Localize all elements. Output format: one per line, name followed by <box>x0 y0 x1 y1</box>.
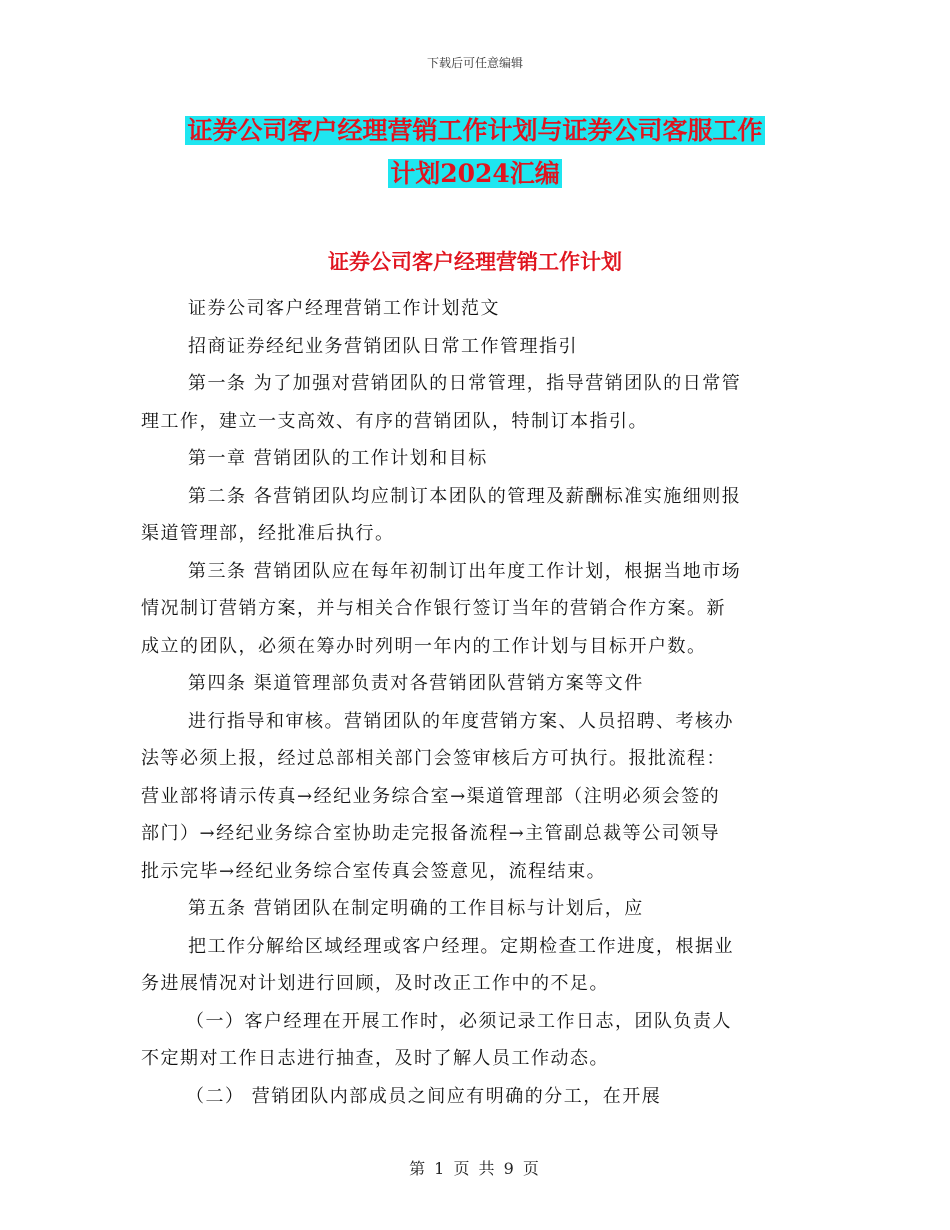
body-line: 招商证券经纪业务营销团队日常工作管理指引 <box>188 335 578 357</box>
section-title: 证券公司客户经理营销工作计划 <box>328 249 622 274</box>
body-line: 不定期对工作日志进行抽查，及时了解人员工作动态。 <box>141 1048 609 1069</box>
body-line: 把工作分解给区域经理或客户经理。定期检查工作进度，根据业 <box>188 935 734 957</box>
page-header-note: 下载后可任意编辑 <box>426 56 523 70</box>
body-line: 第一条 为了加强对营销团队的日常管理，指导营销团队的日常管 <box>188 373 742 394</box>
body-line: 第四条 渠道管理部负责对各营销团队营销方案等文件 <box>188 673 644 694</box>
body-line: 法等必须上报，经过总部相关部门会签审核后方可执行。报批流程： <box>141 748 726 769</box>
document-body <box>141 290 811 1115</box>
document-title-line-2-text: 计划2024汇编 <box>390 159 560 188</box>
body-line: 渠道管理部，经批准后执行。 <box>141 523 395 544</box>
body-line: 情况制订营销方案，并与相关合作银行签订当年的营销合作方案。新 <box>141 598 726 619</box>
body-line: （二） 营销团队内部成员之间应有明确的分工，在开展 <box>186 1085 662 1107</box>
body-line: 第五条 营销团队在制定明确的工作目标与计划后，应 <box>188 898 644 919</box>
document-title-line-2 <box>0 156 950 192</box>
body-line: 营业部将请示传真→经纪业务综合室→渠道管理部（注明必须会签的 <box>141 785 721 807</box>
body-line: 理工作，建立一支高效、有序的营销团队，特制订本指引。 <box>141 410 648 432</box>
document-title-line-1 <box>0 113 950 149</box>
document-title-line-1-text: 证券公司客户经理营销工作计划与证券公司客服工作 <box>187 116 763 145</box>
body-line: 务进展情况对计划进行回顾，及时改正工作中的不足。 <box>141 973 609 994</box>
body-line: 证券公司客户经理营销工作计划范文 <box>188 298 500 319</box>
body-line: 批示完毕→经纪业务综合室传真会签意见，流程结束。 <box>141 860 607 882</box>
body-line: 第二条 各营销团队均应制订本团队的管理及薪酬标准实施细则报 <box>188 485 742 507</box>
body-line: 进行指导和审核。营销团队的年度营销方案、人员招聘、考核办 <box>188 710 734 732</box>
body-line: 部门）→经纪业务综合室协助走完报备流程→主管副总裁等公司领导 <box>141 823 721 844</box>
body-line: 第三条 营销团队应在每年初制订出年度工作计划，根据当地市场 <box>188 560 742 582</box>
body-line: 成立的团队，必须在筹办时列明一年内的工作计划与目标开户数。 <box>141 635 707 657</box>
body-line: 第一章 营销团队的工作计划和目标 <box>188 448 488 469</box>
body-line: （一）客户经理在开展工作时，必须记录工作日志，团队负责人 <box>186 1010 732 1032</box>
page-number-footer: 第 1 页 共 9 页 <box>409 1159 541 1178</box>
